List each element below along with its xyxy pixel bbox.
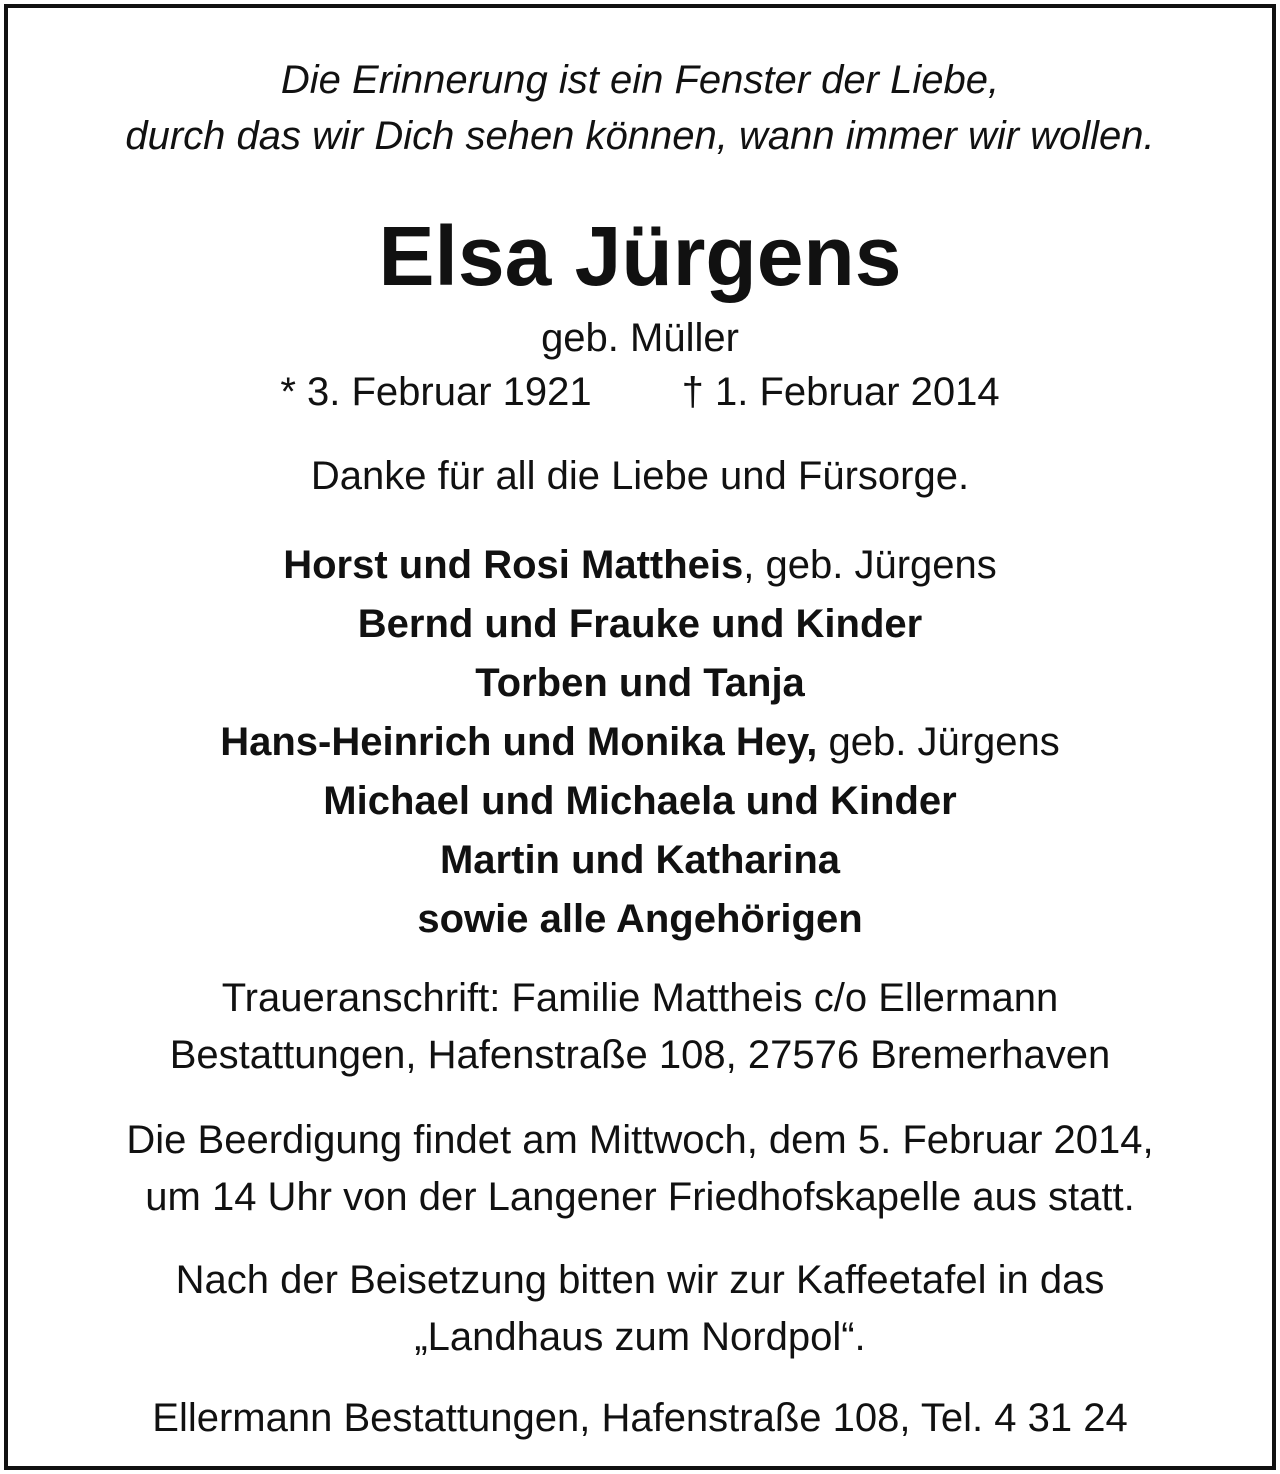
deceased-name: Elsa Jürgens [378, 209, 902, 303]
mourner-row [8, 772, 1272, 831]
motto-line-1: Die Erinnerung ist ein Fenster der Liebe, [280, 58, 1000, 102]
reception-line-1: Nach der Beisetzung bitten wir zur Kaffeetafel in das [175, 1258, 1105, 1302]
mourner-row [8, 713, 1272, 772]
death-date: † 1. Februar 2014 [681, 370, 1000, 414]
funeral-info [8, 1112, 1272, 1226]
funeral-line-2: um 14 Uhr von der Langener Friedhofskapelle aus statt. [145, 1175, 1135, 1219]
mourner-row [8, 654, 1272, 713]
reception-info [8, 1252, 1272, 1366]
mourner-row [8, 595, 1272, 654]
mourning-address [8, 970, 1272, 1084]
memorial-motto [8, 52, 1272, 164]
birth-name: geb. Müller [541, 316, 739, 360]
address-line-2: Bestattungen, Hafenstraße 108, 27576 Bremerhaven [169, 1033, 1111, 1077]
birth-date: * 3. Februar 1921 [280, 370, 592, 414]
mourner-row [8, 890, 1272, 949]
funeral-line-1: Die Beerdigung findet am Mittwoch, dem 5. Februar 2014, [126, 1118, 1154, 1162]
mourner-names: Torben und Tanja [475, 661, 805, 705]
mourner-suffix: , geb. Jürgens [743, 543, 997, 587]
mourner-row [8, 831, 1272, 890]
mourners-list [8, 536, 1272, 949]
life-dates [8, 366, 1272, 418]
mourner-names: sowie alle Angehörigen [417, 897, 863, 941]
reception-line-2: „Landhaus zum Nordpol“. [414, 1315, 866, 1359]
mourner-names: Bernd und Frauke und Kinder [357, 602, 923, 646]
mourner-names: Hans-Heinrich und Monika Hey, [220, 720, 818, 764]
motto-line-2: durch das wir Dich sehen können, wann immer wir wollen. [125, 114, 1155, 158]
obituary-notice [4, 4, 1276, 1470]
mourner-names: Michael und Michaela und Kinder [323, 779, 957, 823]
mourner-row [8, 536, 1272, 595]
mourner-suffix: geb. Jürgens [817, 720, 1060, 764]
funeral-home-footer: Ellermann Bestattungen, Hafenstraße 108, Tel. 4 31 24 [152, 1396, 1128, 1440]
mourner-names: Horst und Rosi Mattheis [283, 543, 744, 587]
mourner-names: Martin und Katharina [439, 838, 841, 882]
address-line-1: Traueranschrift: Familie Mattheis c/o Ellermann [221, 976, 1059, 1020]
thanks-line: Danke für all die Liebe und Fürsorge. [310, 454, 970, 498]
